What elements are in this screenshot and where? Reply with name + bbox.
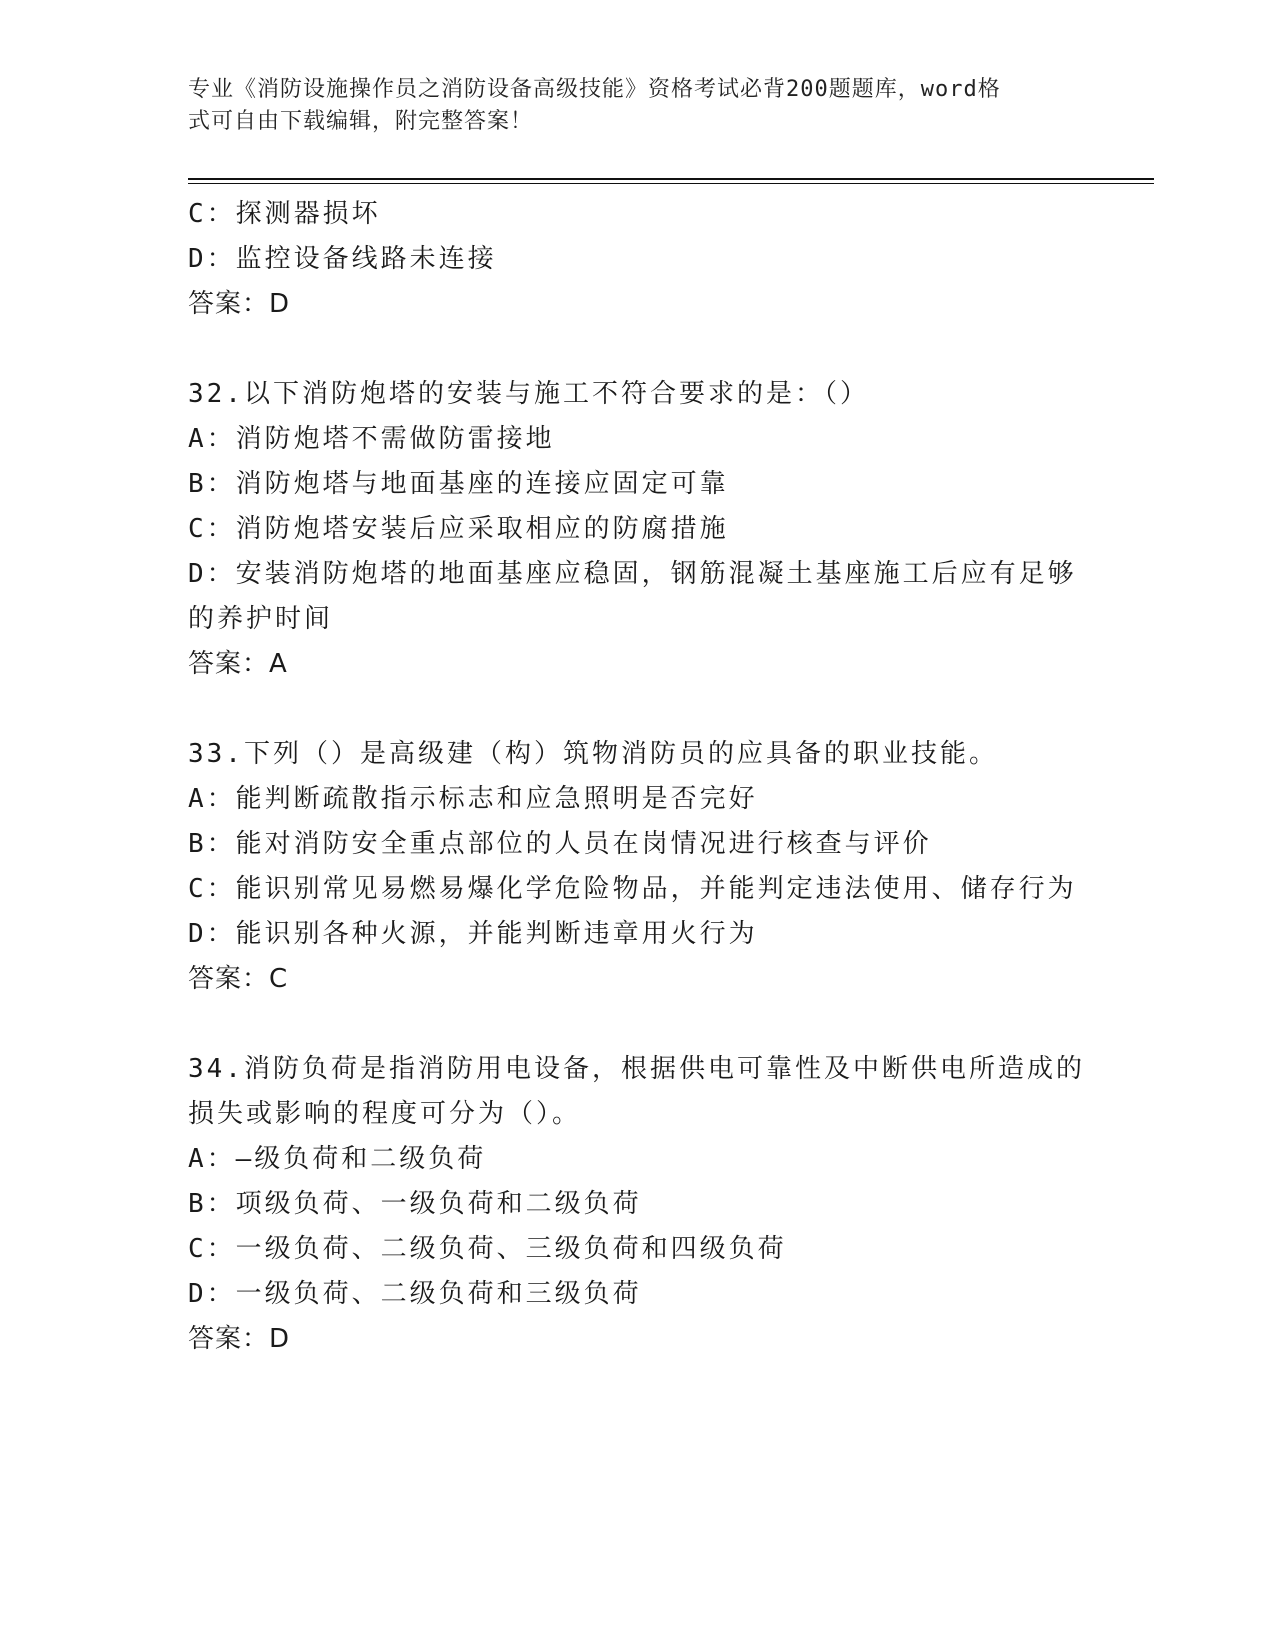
header-divider-thick (188, 178, 1154, 180)
question-31-block (188, 192, 1088, 327)
question-31-option-d: D：监控设备线路未连接 (188, 244, 497, 274)
header-title-line-2: 式可自由下载编辑，附完整答案！ (188, 109, 534, 134)
question-32-option-d-line-2: 的养护时间 (188, 604, 334, 634)
question-34-option-d: D：一级负荷、二级负荷和三级负荷 (188, 1279, 642, 1309)
question-34-answer: 答案：D (188, 1324, 291, 1354)
question-32-option-a: A：消防炮塔不需做防雷接地 (188, 424, 555, 454)
header-divider-thin (188, 183, 1154, 184)
spacer (188, 1002, 1088, 1047)
question-34-stem-line-2: 损失或影响的程度可分为（）。 (188, 1099, 582, 1129)
question-31-option-c: C：探测器损坏 (188, 199, 381, 229)
question-34-option-c: C：一级负荷、二级负荷、三级负荷和四级负荷 (188, 1234, 787, 1264)
question-32-option-c: C：消防炮塔安装后应采取相应的防腐措施 (188, 514, 729, 544)
question-33-option-d: D：能识别各种火源，并能判断违章用火行为 (188, 919, 758, 949)
question-34-option-b: B：项级负荷、一级负荷和二级负荷 (188, 1189, 642, 1219)
question-32-block (188, 372, 1088, 687)
question-32-option-d-line-1: D：安装消防炮塔的地面基座应稳固，钢筋混凝土基座施工后应有足够 (188, 559, 1077, 589)
question-32-stem: 32.以下消防炮塔的安装与施工不符合要求的是：（） (188, 379, 869, 409)
question-31-answer: 答案：D (188, 289, 291, 319)
spacer (188, 687, 1088, 732)
spacer (188, 327, 1088, 372)
question-list (188, 192, 1088, 1362)
header-title-line-1: 专业《消防设施操作员之消防设备高级技能》资格考试必背200题题库，word格 (188, 77, 1001, 102)
question-33-stem: 33.下列（）是高级建（构）筑物消防员的应具备的职业技能。 (188, 739, 998, 769)
question-33-option-c: C：能识别常见易燃易爆化学危险物品，并能判定违法使用、储存行为 (188, 874, 1077, 904)
question-34-option-a: A：—级负荷和二级负荷 (188, 1144, 487, 1174)
question-34-block (188, 1047, 1088, 1362)
question-33-option-b: B：能对消防安全重点部位的人员在岗情况进行核查与评价 (188, 829, 932, 859)
question-33-option-a: A：能判断疏散指示标志和应急照明是否完好 (188, 784, 758, 814)
question-33-answer: 答案：C (188, 964, 289, 994)
question-33-block (188, 732, 1088, 1002)
document-header (188, 74, 1068, 138)
question-32-option-b: B：消防炮塔与地面基座的连接应固定可靠 (188, 469, 729, 499)
question-32-answer: 答案：A (188, 649, 288, 679)
question-34-stem-line-1: 34.消防负荷是指消防用电设备，根据供电可靠性及中断供电所造成的 (188, 1054, 1085, 1084)
